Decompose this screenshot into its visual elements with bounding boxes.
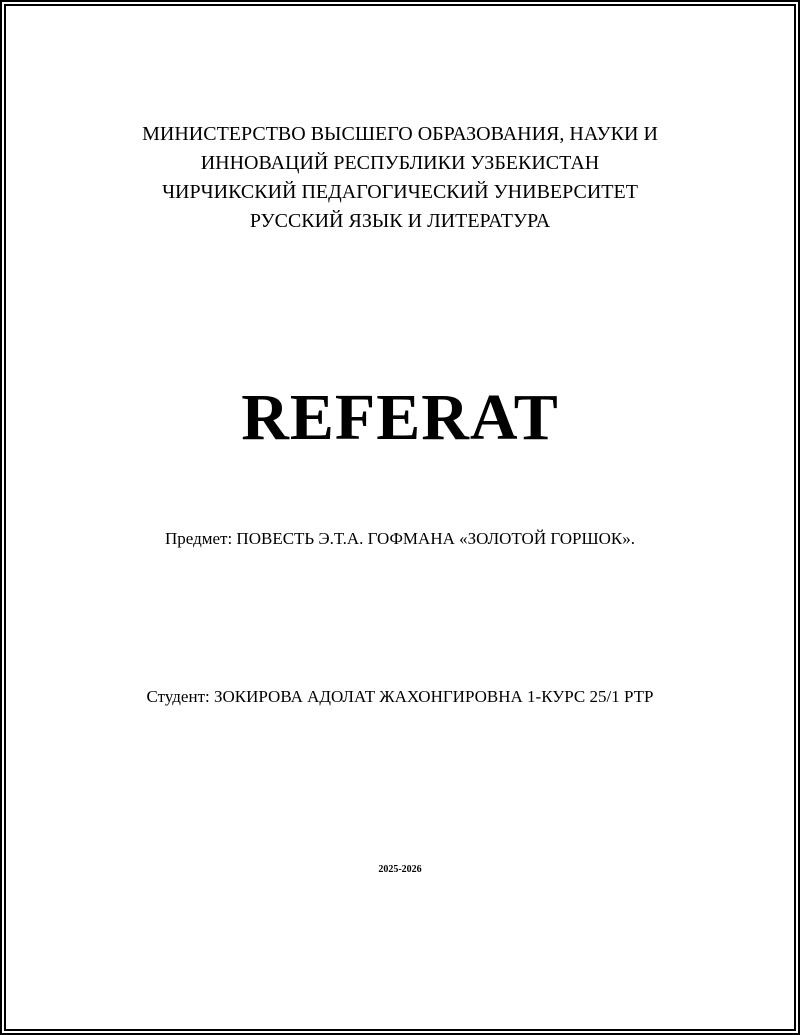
- academic-year: 2025-2026: [378, 864, 422, 875]
- header-line-ministry: МИНИСТЕРСТВО ВЫСШЕГО ОБРАЗОВАНИЯ, НАУКИ И: [142, 123, 658, 145]
- header-line-republic: ИННОВАЦИЙ РЕСПУБЛИКИ УЗБЕКИСТАН: [200, 152, 600, 174]
- institution-header: [0, 120, 800, 236]
- header-line-university: ЧИРЧИКСКИЙ ПЕДАГОГИЧЕСКИЙ УНИВЕРСИТЕТ: [162, 181, 638, 203]
- subject-line: Предмет: ПОВЕСТЬ Э.Т.А. ГОФМАНА «ЗОЛОТОЙ ГОРШОК».: [164, 529, 636, 548]
- student-line: Студент: ЗОКИРОВА АДОЛАТ ЖАХОНГИРОВНА 1-КУРС 25/1 РТР: [146, 687, 654, 706]
- header-line-department: РУССКИЙ ЯЗЫК И ЛИТЕРАТУРА: [249, 210, 551, 232]
- document-title: REFERAT: [241, 381, 559, 454]
